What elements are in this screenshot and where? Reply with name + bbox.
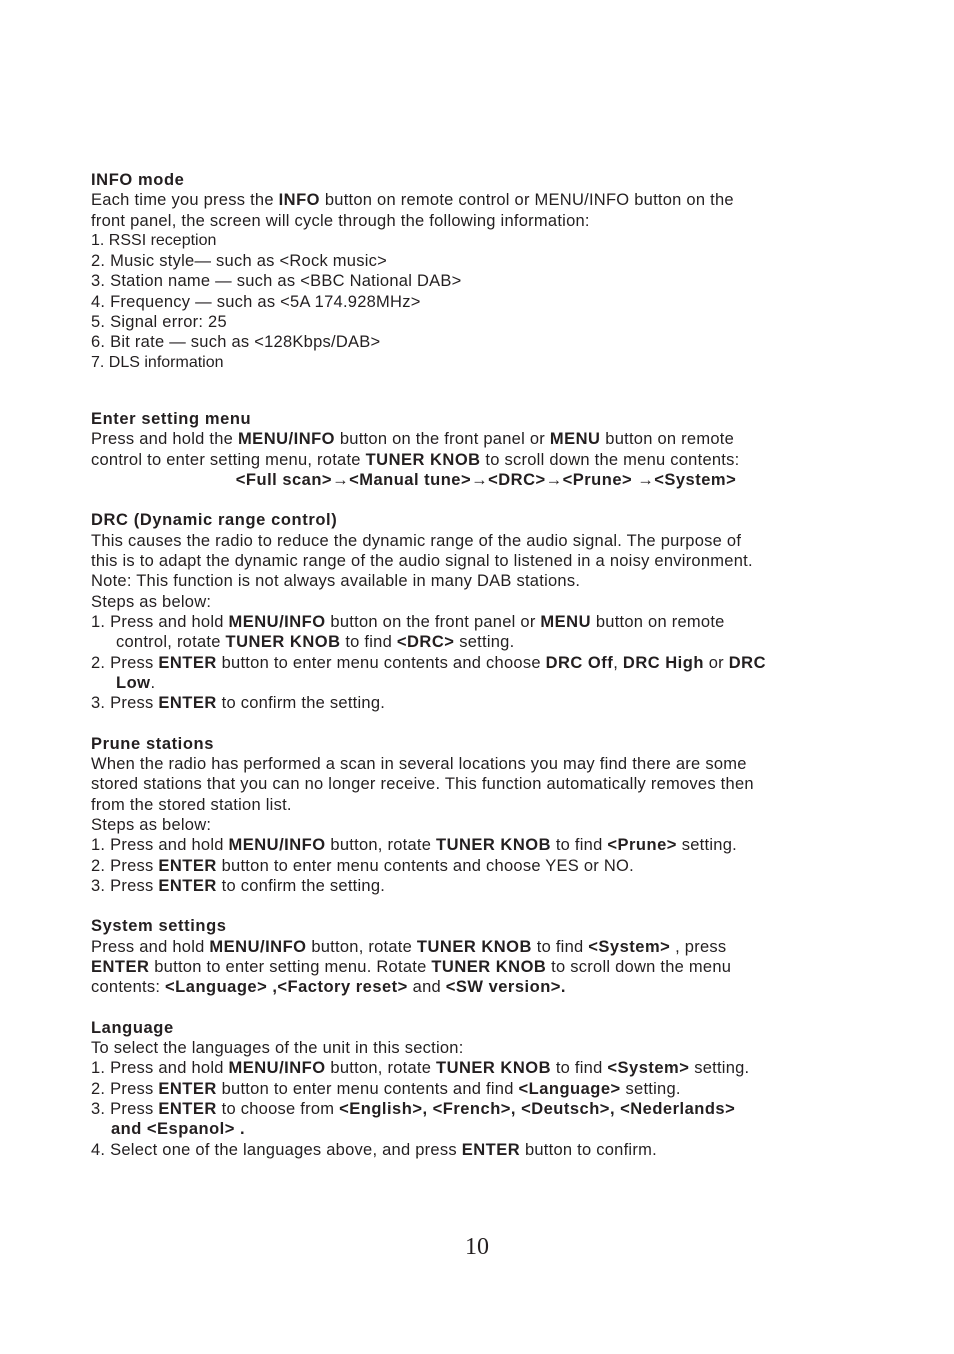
- steps-label: Steps as below:: [91, 592, 212, 611]
- text: .: [150, 673, 156, 692]
- list-item-continuation: [91, 632, 881, 652]
- paragraph-line: [91, 450, 881, 470]
- bold-text: ENTER: [91, 957, 150, 976]
- bold-text: MENU/INFO: [237, 430, 336, 449]
- text: button to enter menu contents and choose YES or NO.: [216, 856, 634, 875]
- text: 1. Press and hold: [91, 836, 229, 855]
- paragraph-line: [91, 977, 881, 997]
- steps-label: Steps as below:: [91, 815, 212, 834]
- bold-text: MENU/INFO: [228, 612, 326, 631]
- text: 2. Press: [91, 653, 159, 672]
- text: , press: [670, 937, 727, 956]
- section-info-mode: [91, 170, 881, 373]
- text: 3. Press: [91, 1100, 159, 1119]
- text: 4. Select one of the languages above, and press: [91, 1140, 462, 1159]
- paragraph-line: front panel, the screen will cycle through the following information:: [91, 211, 590, 230]
- bold-text: DRC Off: [545, 653, 614, 672]
- bold-text: <System>: [588, 937, 671, 956]
- list-item: [91, 835, 881, 855]
- paragraph-line: stored stations that you can no longer receive. This function automatically removes then: [91, 775, 754, 794]
- section-enter-setting-menu: [91, 409, 881, 490]
- text: Press and hold: [91, 937, 210, 956]
- section-heading: System settings: [91, 917, 227, 936]
- bold-text: <Prune>: [607, 836, 677, 855]
- list-item: [91, 856, 881, 876]
- text: to confirm the setting.: [216, 694, 386, 713]
- bold-text: <DRC>: [396, 633, 455, 652]
- text: contents:: [91, 978, 166, 997]
- list-item: 2. Music style— such as <Rock music>: [91, 252, 388, 271]
- text: 1. Press and hold: [91, 1059, 229, 1078]
- text: 2. Press: [91, 856, 159, 875]
- text: button on the front panel or: [335, 430, 550, 449]
- bold-text: <English>, <French>, <Deutsch>, <Nederlands>: [339, 1100, 736, 1119]
- bold-text: MENU: [540, 612, 592, 631]
- paragraph-line: This causes the radio to reduce the dynamic range of the audio signal. The purpose of: [91, 531, 742, 550]
- paragraph-line: [91, 937, 881, 957]
- bold-text: ENTER: [158, 1079, 217, 1098]
- bold-text: TUNER KNOB: [431, 957, 547, 976]
- list-item: [91, 1140, 881, 1160]
- bold-text: ENTER: [158, 856, 217, 875]
- text: control, rotate: [116, 633, 226, 652]
- text: Each time you press the: [91, 191, 279, 210]
- text: and: [407, 978, 446, 997]
- text: to find: [551, 836, 608, 855]
- text: button, rotate: [325, 1059, 436, 1078]
- paragraph-line: this is to adapt the dynamic range of the audio signal to listened in a noisy environment.: [91, 552, 753, 571]
- list-item: [91, 876, 881, 896]
- text: to find: [340, 633, 397, 652]
- list-item-continuation: [91, 1119, 881, 1139]
- bold-text: DRC High: [622, 653, 704, 672]
- bold-text: and <Espanol> .: [111, 1120, 246, 1139]
- paragraph-line: When the radio has performed a scan in several locations you may find there are some: [91, 755, 747, 774]
- paragraph-line: [91, 190, 881, 210]
- list-item: [91, 1079, 881, 1099]
- bold-text: ENTER: [158, 1100, 217, 1119]
- bold-text: <Language> ,<Factory reset>: [165, 978, 408, 997]
- section-heading: DRC (Dynamic range control): [91, 511, 338, 530]
- text: to scroll down the menu contents:: [480, 450, 740, 469]
- text: button to confirm.: [520, 1140, 657, 1159]
- text: setting.: [620, 1079, 681, 1098]
- bold-text: DRC: [728, 653, 767, 672]
- text: to choose from: [216, 1100, 340, 1119]
- text: button to enter menu contents and find: [216, 1079, 519, 1098]
- manual-page-content: [91, 170, 881, 1180]
- text: to scroll down the menu: [546, 957, 732, 976]
- list-item: 7. DLS information: [91, 353, 224, 371]
- section-drc: [91, 510, 881, 713]
- text: Press and hold the: [91, 430, 238, 449]
- bold-text: MENU/INFO: [228, 1059, 326, 1078]
- paragraph-line: from the stored station list.: [91, 795, 292, 814]
- bold-text: <System>: [607, 1059, 690, 1078]
- section-language: [91, 1018, 881, 1160]
- menu-sequence: <Full scan>→<Manual tune>→<DRC>→<Prune> →<System>: [235, 470, 737, 489]
- text: to confirm the setting.: [216, 876, 386, 895]
- bold-text: MENU/INFO: [228, 836, 326, 855]
- section-heading: Enter setting menu: [91, 409, 252, 428]
- text: or: [703, 653, 729, 672]
- text: 1. Press and hold: [91, 612, 229, 631]
- page-number: 10: [465, 1234, 489, 1260]
- text: control to enter setting menu, rotate: [91, 450, 366, 469]
- text: setting.: [676, 836, 737, 855]
- text: button on remote control or MENU/INFO button on the: [320, 191, 734, 210]
- section-heading: INFO mode: [91, 171, 185, 189]
- text: button to enter menu contents and choose: [216, 653, 546, 672]
- bold-text: ENTER: [158, 694, 217, 713]
- list-item: 3. Station name — such as <BBC National DAB>: [91, 272, 462, 291]
- list-item: 5. Signal error: 25: [91, 313, 227, 332]
- bold-text: ENTER: [461, 1140, 521, 1159]
- text: button, rotate: [325, 836, 436, 855]
- list-item: 6. Bit rate — such as <128Kbps/DAB>: [91, 333, 381, 352]
- bold-text: Low: [116, 673, 151, 692]
- text: to find: [551, 1059, 608, 1078]
- bold-text: TUNER KNOB: [436, 836, 551, 855]
- paragraph-line: [91, 429, 881, 449]
- text: button to enter setting menu. Rotate: [149, 957, 432, 976]
- text: 3. Press: [91, 694, 159, 713]
- bold-text: TUNER KNOB: [225, 633, 341, 652]
- paragraph-line: To select the languages of the unit in this section:: [91, 1039, 464, 1058]
- bold-text: INFO: [278, 191, 321, 210]
- text: 2. Press: [91, 1079, 159, 1098]
- list-item: 1. RSSI reception: [91, 231, 217, 249]
- bold-text: TUNER KNOB: [365, 450, 481, 469]
- bold-text: TUNER KNOB: [416, 937, 532, 956]
- text: button on remote: [600, 430, 735, 449]
- bold-text: ENTER: [158, 653, 217, 672]
- section-heading: Prune stations: [91, 734, 215, 753]
- text: setting.: [689, 1059, 750, 1078]
- list-item: [91, 693, 881, 713]
- list-item: [91, 612, 881, 632]
- text: to find: [531, 937, 589, 956]
- list-item: [91, 653, 881, 673]
- bold-text: TUNER KNOB: [436, 1059, 551, 1078]
- list-item: 4. Frequency — such as <5A 174.928MHz>: [91, 292, 421, 311]
- text: 3. Press: [91, 876, 159, 895]
- text: setting.: [454, 633, 515, 652]
- bold-text: MENU/INFO: [209, 937, 307, 956]
- bold-text: <Language>: [518, 1079, 621, 1098]
- bold-text: MENU: [549, 430, 601, 449]
- text: ,: [613, 653, 623, 672]
- list-item: [91, 1099, 881, 1119]
- section-heading: Language: [91, 1018, 174, 1037]
- bold-text: <SW version>.: [445, 978, 566, 997]
- list-item: [91, 1058, 881, 1078]
- text: button, rotate: [306, 937, 417, 956]
- section-prune-stations: [91, 734, 881, 896]
- paragraph-line: [91, 957, 881, 977]
- list-item-continuation: [91, 673, 881, 693]
- text: button on remote: [591, 612, 725, 631]
- paragraph-line: Note: This function is not always available in many DAB stations.: [91, 572, 581, 591]
- bold-text: ENTER: [158, 876, 217, 895]
- section-system-settings: [91, 916, 881, 997]
- text: button on the front panel or: [325, 612, 541, 631]
